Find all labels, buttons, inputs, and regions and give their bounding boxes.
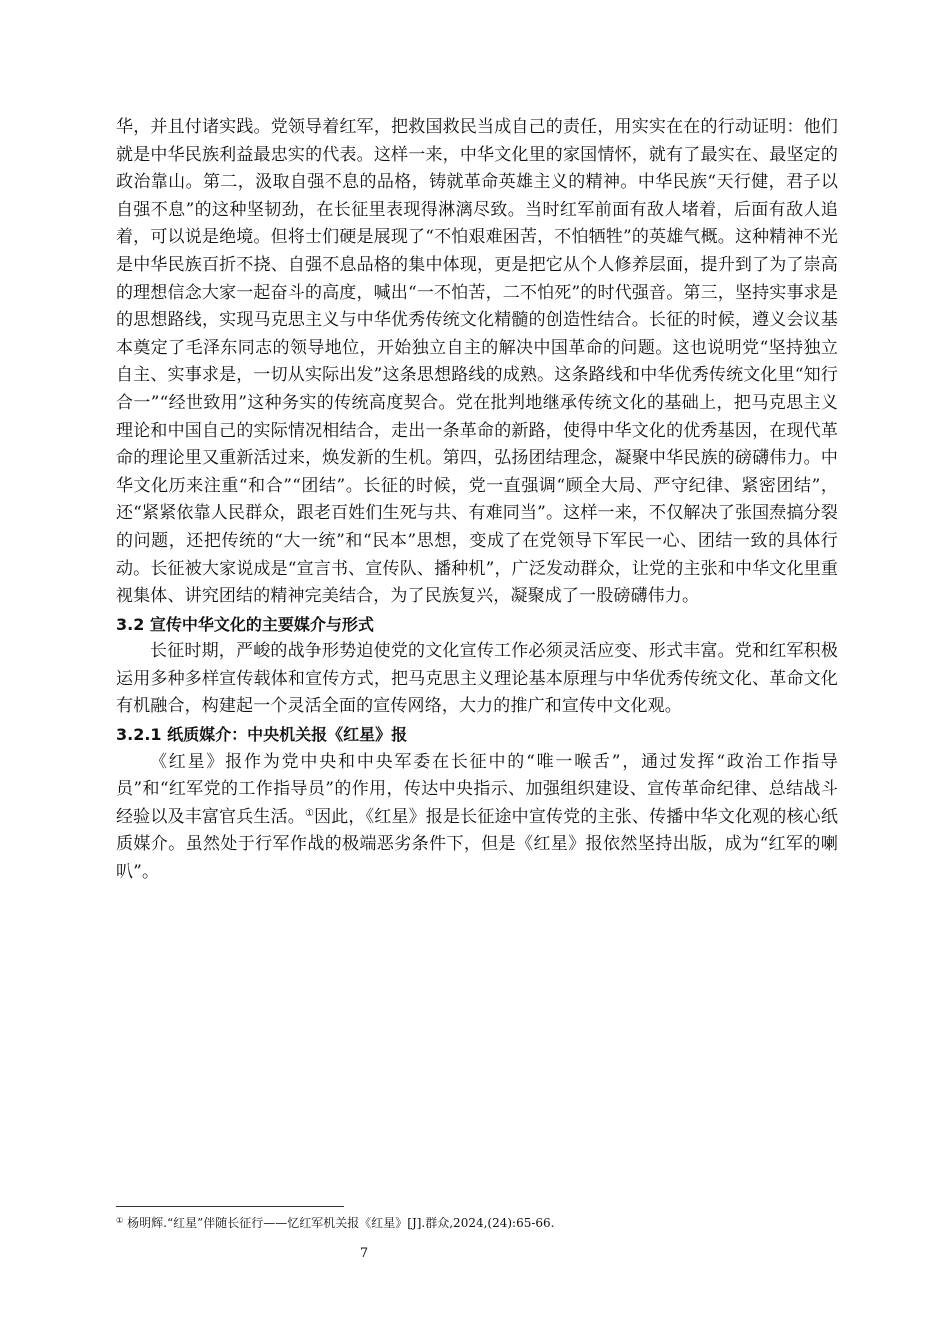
section-heading-3-2-1: 3.2.1 纸质媒介：中央机关报《红星》报 bbox=[116, 725, 408, 745]
page-number: 7 bbox=[359, 1246, 369, 1261]
footnote bbox=[116, 1212, 838, 1232]
footnote-divider bbox=[116, 1206, 344, 1207]
paragraph-red-star-part2: 因此，《红星》报是长征途中宣传党的主张、传播中华文化观的核心纸质媒介。虽然处于行军作战的极端恶劣条件下，但是《红星》报依然坚持出版，成为“红军的喇叭”。 bbox=[116, 806, 838, 883]
paragraph-continued: 华，并且付诸实践。党领导着红军，把救国救民当成自己的责任，用实实在在的行动证明：他们就是中华民族利益最忠实的代表。这样一来，中华文化里的家国情怀，就有了最实在、最坚定的政治靠山。第二，汲取自强不息的品格，铸就革命英雄主义的精神。中华民族“天行健，君子以自强不息”的这种坚韧劲，在长征里表现得淋漓尽致。当时红军前面有敌人堵着，后面有敌人追着，可以说是绝境。但将士们硬是展现了“不怕艰难困苦，不怕牺牲”的英雄气概。这种精神不光是中华民族百折不挠、自强不息品格的集中体现，更是把它从个人修养层面，提升到了为了崇高的理想信念大家一起奋斗的高度，喊出“一不怕苦，二不怕死”的时代强音。第三，坚持实事求是的思想路线，实现马克思主义与中华优秀传统文化精髓的创造性结合。长征的时候，遵义会议基本奠定了毛泽东同志的领导地位，开始独立自主的解决中国革命的问题。这也说明党“坚持独立自主、实事求是，一切从实际出发”这条思想路线的成熟。这条路线和中华优秀传统文化里“知行合一”“经世致用”这种务实的传统高度契合。党在批判地继承传统文化的基础上，把马克思主义理论和中国自己的实际情况相结合，走出一条革命的新路，使得中华文化的优秀基因，在现代革命的理论里又重新活过来，焕发新的生机。第四，弘扬团结理念，凝聚中华民族的磅礴伟力。中华文化历来注重“和合”“团结”。长征的时候，党一直强调“顾全大局、严守纪律、紧密团结”，还“紧紧依靠人民群众，跟老百姓们生死与共、有难同当”。这样一来，不仅解决了张国焘搞分裂的问题，还把传统的“大一统”和“民本”思想，变成了在党领导下军民一心、团结一致的具体行动。长征被大家说成是“宣言书、宣传队、播种机”，广泛发动群众，让党的主张和中华文化里重视集体、讲究团结的精神完美结合，为了民族复兴，凝聚成了一股磅礴伟力。 bbox=[116, 117, 838, 607]
paragraph-red-star bbox=[116, 749, 838, 887]
paragraph-media-intro: 长征时期，严峻的战争形势迫使党的文化宣传工作必须灵活应变、形式丰富。党和红军积极运用多种多样宣传载体和宣传方式，把马克思主义理论基本原理与中华优秀传统文化、革命文化有机融合，构建起一个灵活全面的宣传网络，大力的推广和宣传中文化观。 bbox=[116, 641, 838, 717]
paragraph-red-star-part1: 《红星》报作为党中央和中央军委在长征中的“唯一喉舌”，通过发挥“政治工作指导员”和“红军党的工作指导员”的作用，传达中央指示、加强组织建设、宣传革命纪律、总结战斗经验以及丰富官兵生活。 bbox=[116, 751, 838, 827]
section-heading-3-2: 3.2 宣传中华文化的主要媒介与形式 bbox=[116, 614, 374, 634]
footnote-reference[interactable]: ① bbox=[304, 807, 315, 819]
footnote-text: 杨明辉.“红星”伴随长征行——忆红军机关报《红星》[J].群众,2024,(24):65-66. bbox=[127, 1216, 555, 1230]
footnote-mark: ① bbox=[116, 1216, 124, 1225]
body-text bbox=[116, 114, 838, 887]
